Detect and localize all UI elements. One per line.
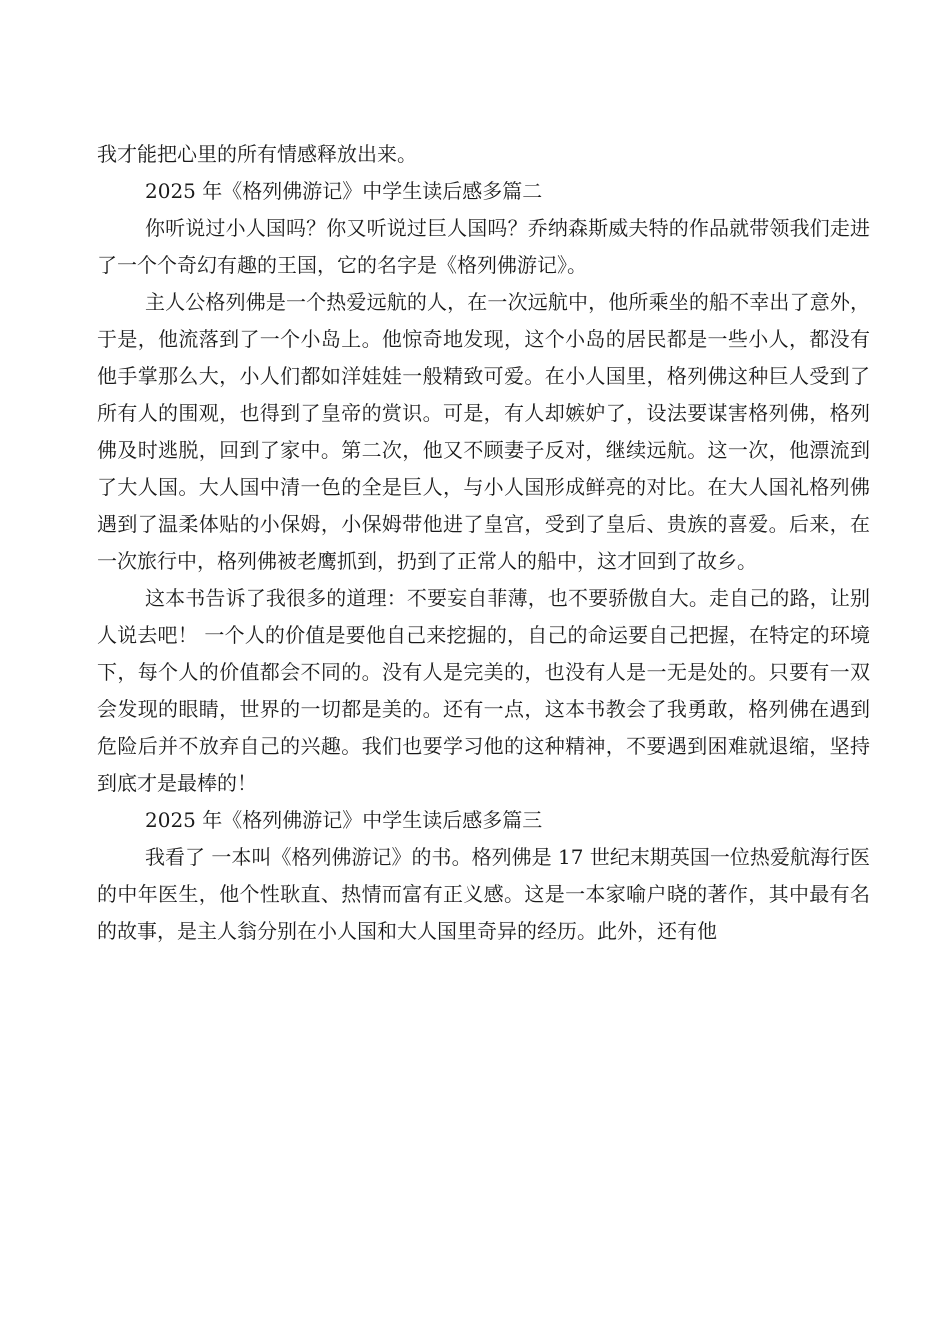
paragraph: 这本书告诉了我很多的道理：不要妄自菲薄，也不要骄傲自大。走自己的路，让别人说去吧！ 一个人的价值是要他自己来挖掘的，自己的命运要自己把握，在特定的环境下，每个人的价值都会不同的。没有人是完美的，也没有人是一无是处的。只要有一双会发现的眼睛，世界的一切都是美的。还有一点，这本书教会了我勇敢，格列佛在遇到危险后并不放弃自己的兴趣。我们也要学习他的这种精神，不要遇到困难就退缩，坚持到底才是最棒的！ [97, 586, 870, 795]
paragraph: 你听说过小人国吗？你又听说过巨人国吗？乔纳森斯威夫特的作品就带领我们走进了一个个奇幻有趣的王国，它的名字是《格列佛游记》。 [97, 216, 870, 277]
paragraph: 主人公格列佛是一个热爱远航的人，在一次远航中，他所乘坐的船不幸出了意外，于是，他流落到了一个小岛上。他惊奇地发现，这个小岛的居民都是一些小人，都没有他手掌那么大，小人们都如洋娃娃一般精致可爱。在小人国里，格列佛这种巨人受到了所有人的围观，也得到了皇帝的赏识。可是，有人却嫉妒了，设法要谋害格列佛，格列佛及时逃脱，回到了家中。第二次，他又不顾妻子反对，继续远航。这一次，他漂流到了大人国。大人国中清一色的全是巨人，与小人国形成鲜亮的对比。在大人国礼格列佛遇到了温柔体贴的小保姆，小保姆带他进了皇宫，受到了皇后、贵族的喜爱。后来，在一次旅行中，格列佛被老鹰抓到，扔到了正常人的船中，这才回到了故乡。 [97, 290, 870, 573]
paragraph: 我看了 一本叫《格列佛游记》的书。格列佛是 17 世纪末期英国一位热爱航海行医的中年医生，他个性耿直、热情而富有正义感。这是一本家喻户晓的著作，其中最有名的故事，是主人翁分别在小人国和大人国里奇异的经历。此外，还有他 [97, 845, 870, 943]
paragraph-continuation: 我才能把心里的所有情感释放出来。 [97, 142, 417, 166]
section-heading-3: 2025 年《格列佛游记》中学生读后感多篇三 [145, 808, 543, 832]
document-body [97, 136, 870, 950]
section-heading-2: 2025 年《格列佛游记》中学生读后感多篇二 [145, 179, 543, 203]
